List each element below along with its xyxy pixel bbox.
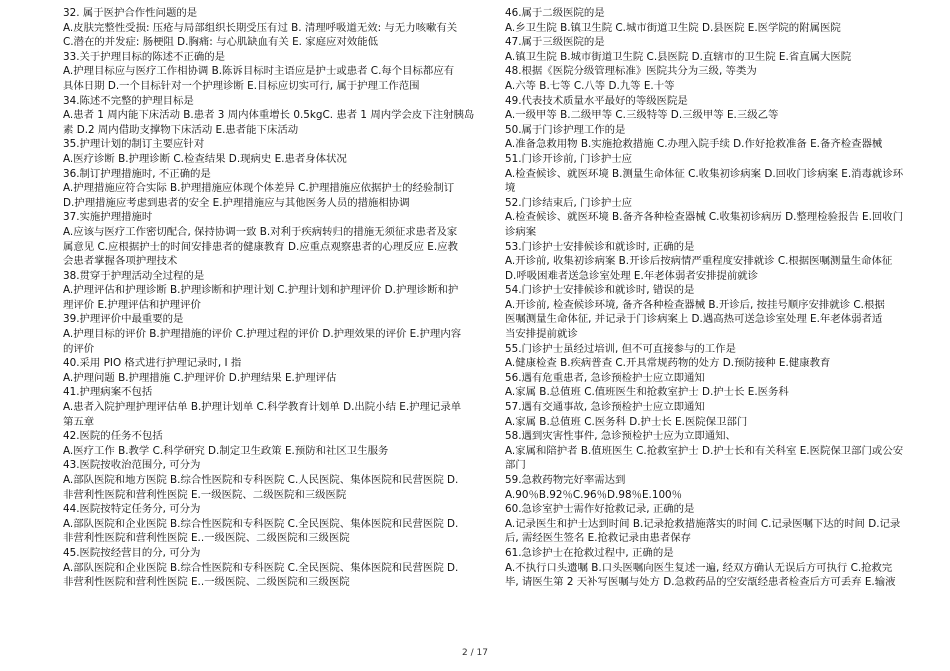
text-line: 非营利性医院和营利性医院 E..一级医院、二级医院和三级医院 — [63, 532, 350, 545]
text-line: A.准备急救用物 B.实施抢救措施 C.办理入院手续 D.作好抢救准备 E.备齐检查器械 — [505, 138, 883, 151]
text-line: 51.门诊开诊前, 门诊护士应 — [505, 152, 633, 165]
text-line: 属意见 C.应根据护士的时间安排患者的健康教育 D.应重点观察患者的心理反应 E.应教 — [63, 240, 458, 253]
text-line: 57.遇有交通事故, 急诊预检护士应立即通知 — [505, 401, 705, 414]
text-line: A.护理目标应与医疗工作相协调 B.陈诉目标时主语应是护士或患者 C.每个目标都应有 — [63, 65, 455, 78]
text-line: A.医疗诊断 B.护理诊断 C.检查结果 D.现病史 E.患者身体状况 — [63, 152, 347, 165]
text-line: 第五章 — [63, 415, 95, 428]
text-line: 55.门诊护士虽经过培训, 但不可直接参与的工作是 — [505, 342, 736, 355]
left-column — [63, 6, 513, 590]
text-line: 毕, 请医生第 2 天补写医嘱与处方 D.急救药品的空安瓿经患者检查后方可丢弃 E.输液 — [505, 576, 896, 589]
text-line: 37.实施护理措施时 — [63, 211, 153, 224]
text-line: 52.门诊结束后, 门诊护士应 — [505, 196, 633, 209]
text-line: 素 D.2 周内借助支撑物下床活动 E.患者能下床活动 — [63, 123, 299, 136]
text-line: 53.门诊护士安排候诊和就诊时, 正确的是 — [505, 240, 695, 253]
text-line: A.家属 B.总值班 C.医务科 D.护士长 E.医院保卫部门 — [505, 415, 748, 428]
text-line: 医嘱测量生命体征, 并记录于门诊病案上 D.遇高热可送急诊室处理 E.年老体弱者适 — [505, 313, 883, 326]
text-line: 56.遇有危重患者, 急诊预检护士应立即通知 — [505, 371, 705, 384]
text-line: 41.护理病案不包括 — [63, 386, 153, 399]
text-line: A.部队医院和企业医院 B.综合性医院和专科医院 C.全民医院、集体医院和民营医院 D. — [63, 517, 459, 530]
text-line: A.护理措施应符合实际 B.护理措施应体现个体差异 C.护理措施应依据护士的经验制订 — [63, 182, 455, 195]
text-line: 35.护理计划的制订主要应针对 — [63, 138, 205, 151]
text-line: 39.护理评价中最重要的是 — [63, 313, 184, 326]
text-line: 49.代表技术质量水平最好的等级医院是 — [505, 94, 688, 107]
text-line: A.应该与医疗工作密切配合, 保持协调一致 B.对利于疾病转归的措施无须征求患者及家 — [63, 225, 458, 238]
text-line: A.健康检查 B.疾病普查 C.开具常规药物的处方 D.预防接种 E.健康教育 — [505, 357, 831, 370]
text-line: 当安排提前就诊 — [505, 328, 578, 341]
text-line: A.检查候诊、就医环境 B.备齐各种检查器械 C.收集初诊病历 D.整理检验报告 E.回收门 — [505, 211, 904, 224]
text-line: 50.属于门诊护理工作的是 — [505, 123, 626, 136]
text-line: 46.属于二级医院的是 — [505, 7, 605, 19]
text-line: 54.门诊护士安排候诊和就诊时, 错误的是 — [505, 284, 695, 297]
text-line: 44.医院按特定任务分, 可分为 — [63, 503, 201, 516]
text-line: 58.遇到灾害性事件, 急诊预检护士应为立即通知、 — [505, 430, 736, 443]
text-line: 42.医院的任务不包括 — [63, 430, 163, 443]
text-line: A.家属和陪护者 B.值班医生 C.抢救室护士 D.护士长和有关科室 E.医院保卫部门或公安 — [505, 444, 904, 457]
text-line: A.一级甲等 B.二级甲等 C.三级特等 D.三级甲等 E.三级乙等 — [505, 109, 779, 122]
text-line: A.六等 B.七等 C.八等 D.九等 E.十等 — [505, 79, 675, 92]
text-line: C.潜在的并发症: 肠梗阻 D.胸痛: 与心肌缺血有关 E. 家庭应对效能低 — [63, 36, 379, 49]
right-column — [505, 6, 950, 590]
text-line: 61.急诊护士在抢救过程中, 正确的是 — [505, 546, 674, 559]
text-line: A.护理目标的评价 B.护理措施的评价 C.护理过程的评价 D.护理效果的评价 E.护理内容 — [63, 328, 462, 341]
text-line: 48.根据《医院分级管理标准》医院共分为三级, 等类为 — [505, 65, 757, 78]
text-line: 40.采用 PIO 格式进行护理记录时, I 指 — [63, 357, 242, 370]
text-line: A.护理评估和护理诊断 B.护理诊断和护理计划 C.护理计划和护理评价 D.护理诊断和护 — [63, 284, 459, 297]
text-line: A.开诊前, 收集初诊病案 B.开诊后按病情严重程度安排就诊 C.根据医嘱测量生命体征 — [505, 255, 893, 268]
text-line: 非营利性医院和营利性医院 E.一级医院、二级医院和三级医院 — [63, 488, 347, 501]
text-line: A.部队医院和地方医院 B.综合性医院和专科医院 C.人民医院、集体医院和民营医院 D. — [63, 474, 459, 486]
text-line: 43.医院按收治范围分, 可分为 — [63, 459, 201, 472]
page-number: 2 / 17 — [462, 648, 488, 658]
text-line: D.护理措施应考虑到患者的安全 E.护理措施应与其他医务人员的措施相协调 — [63, 196, 410, 209]
text-line: 非营利性医院和营利性医院 E..一级医院、二级医院和三级医院 — [63, 576, 350, 589]
text-line: 45.医院按经营目的分, 可分为 — [63, 546, 201, 559]
text-line: A.护理问题 B.护理措施 C.护理评价 D.护理结果 E.护理评估 — [63, 371, 337, 384]
text-line: 理评价 E.护理评估和护理评价 — [63, 298, 201, 311]
text-line: A.皮肤完整性受损: 压疮与局部组织长期受压有过 B. 清理呼吸道无效: 与无力咳嗽有关 — [63, 21, 458, 34]
text-line: A.镇卫生院 B.城市街道卫生院 C.县医院 D.直辖市的卫生院 E.省直属大医院 — [505, 50, 852, 63]
text-line: A.家属 B.总值班 C.值班医生和抢救室护士 D.护士长 E.医务科 — [505, 386, 789, 399]
text-line: 59.急救药物完好率需达到 — [505, 474, 626, 486]
text-line: 60.急诊室护士需作好抢救记录, 正确的是 — [505, 503, 695, 516]
text-line: A.乡卫生院 B.镇卫生院 C.城市街道卫生院 D.县医院 E.医学院的附属医院 — [505, 21, 841, 34]
text-line: 诊病案 — [505, 225, 537, 238]
text-line: 34.陈述不完整的护理目标是 — [63, 94, 194, 107]
text-line: 32. 属于医护合作性问题的是 — [63, 7, 198, 19]
text-line: A.部队医院和企业医院 B.综合性医院和专科医院 C.全民医院、集体医院和民营医院 D. — [63, 561, 459, 574]
text-line: A.记录医生和护士达到时间 B.记录抢救措施落实的时间 C.记录医嘱下达的时间 D.记录 — [505, 517, 901, 530]
text-line: 具体日期 D.一个目标针对一个护理诊断 E.目标应切实可行, 属于护理工作范围 — [63, 79, 420, 92]
text-line: D.呼吸困难者送急诊室处理 E.年老体弱者安排提前就诊 — [505, 269, 759, 282]
text-line: 38.贯穿于护理活动全过程的是 — [63, 269, 205, 282]
text-line: 会患者掌握各项护理技术 — [63, 255, 178, 268]
text-line: 部门 — [505, 459, 526, 472]
text-line: A.90％B.92％C.96％D.98％E.100％ — [505, 488, 683, 501]
text-line: A.患者入院护理护理评估单 B.护理计划单 C.科学教育计划单 D.出院小结 E.护理记录单 — [63, 401, 462, 414]
text-line: A.开诊前, 检查候诊环境, 备齐各种检查器械 B.开诊后, 按挂号顺序安排就诊 C.根据 — [505, 298, 885, 311]
text-line: 33.关于护理目标的陈述不正确的是 — [63, 50, 225, 63]
text-line: 36.制订护理措施时, 不正确的是 — [63, 167, 211, 180]
text-line: A.医疗工作 B.教学 C.科学研究 D.制定卫生政策 E.预防和社区卫生服务 — [63, 444, 389, 457]
text-line: A.检查候诊、就医环境 B.测量生命体征 C.收集初诊病案 D.回收门诊病案 E.消毒就诊环 — [505, 167, 904, 180]
text-line: 境 — [505, 182, 516, 195]
text-line: 后, 需经医生签名 E.抢救记录由患者保存 — [505, 532, 692, 545]
text-line: A.患者 1 周内能下床活动 B.患者 3 周内体重增长 0.5kgC. 患者 1 周内学会皮下注射胰岛 — [63, 109, 475, 122]
text-line: 的评价 — [63, 342, 95, 355]
text-line: A.不执行口头遗嘱 B.口头医嘱向医生复述一遍, 经双方确认无误后方可执行 C.抢救完 — [505, 561, 893, 574]
text-line: 47.属于三级医院的是 — [505, 36, 605, 49]
